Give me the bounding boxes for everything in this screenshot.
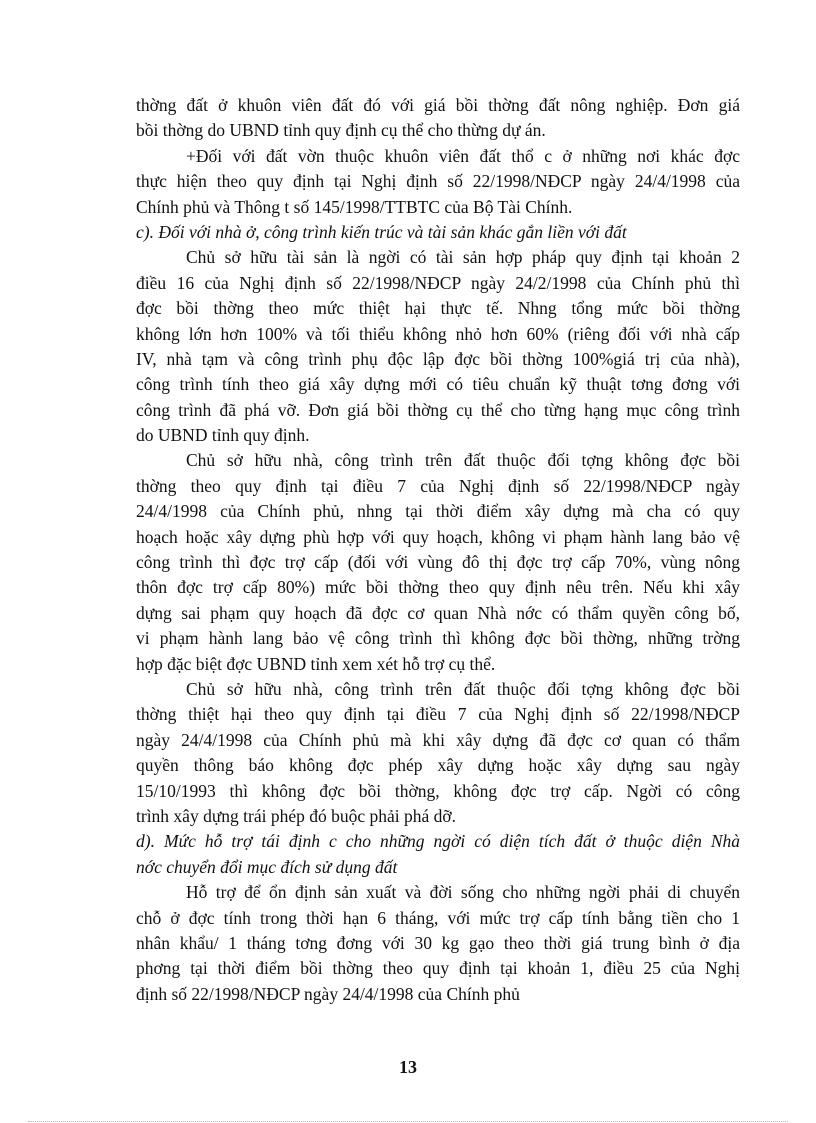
text-line: quyền thông báo không đợc phép xây dựng hoặc xây dựng sau ngày [136, 755, 740, 776]
text-line: chỗ ở đợc tính trong thời hạn 6 tháng, với mức trợ cấp tính bằng tiền cho 1 [136, 907, 740, 928]
text-line: bồi thờng do UBND tỉnh quy định cụ thể cho thừng dự án. [136, 120, 546, 141]
text-line: do UBND tỉnh quy định. [136, 425, 310, 446]
text-line: công trình tính theo giá xây dựng mới có tiêu chuẩn kỹ thuật tơng đơng với [136, 374, 740, 395]
text-line: IV, nhà tạm và công trình phụ độc lập đợc bồi thờng 100%giá trị của nhà), [136, 348, 740, 369]
text-line: Hỗ trợ để ổn định sản xuất và đời sống cho những ngời phải di chuyển [186, 882, 740, 903]
text-line: thờng theo quy định tại điều 7 của Nghị định số 22/1998/NĐCP ngày [136, 475, 740, 496]
text-line: vi phạm hành lang bảo vệ công trình thì không đợc bồi thờng, những trờng [136, 628, 740, 649]
text-line: +Đối với đất vờn thuộc khuôn viên đất thổ c ở những nơi khác đợc [186, 145, 740, 166]
text-line: nhân khẩu/ 1 tháng tơng đơng với 30 kg gạo theo thời giá trung bình ở địa [136, 932, 740, 953]
text-line: trình xây dựng trái phép đó buộc phải phá dỡ. [136, 805, 457, 826]
text-line: điều 16 của Nghị định số 22/1998/NĐCP ngày 24/2/1998 của Chính phủ thì [136, 272, 740, 293]
section-heading-line: nớc chuyển đổi mục đích sử dụng đất [136, 856, 398, 877]
text-line: công trình đã phá vỡ. Đơn giá bồi thờng cụ thể cho từng hạng mục công trình [136, 399, 740, 420]
body-text [136, 93, 740, 1007]
text-line: đợc bồi thờng theo mức thiệt hại thực tế. Nhng tổng mức bồi thờng [136, 298, 740, 319]
text-line: thôn đợc trợ cấp 80%) mức bồi thờng theo quy định nêu trên. Nếu khi xây [136, 577, 740, 598]
text-line: Chủ sở hữu nhà, công trình trên đất thuộc đối tợng không đợc bồi [186, 678, 740, 699]
text-line: phơng tại thời điểm bồi thờng theo quy định tại khoản 1, điều 25 của Nghị [136, 958, 740, 979]
text-line: thờng đất ở khuôn viên đất đó với giá bồi thờng đất nông nghiệp. Đơn giá [136, 95, 740, 115]
section-heading-line: c). Đối với nhà ở, công trình kiến trúc và tài sản khác gắn liền với đất [136, 221, 627, 242]
text-line: Chủ sở hữu nhà, công trình trên đất thuộc đối tợng không đợc bồi [186, 450, 740, 471]
section-heading-line: d). Mức hỗ trợ tái định c cho những ngời có diện tích đất ở thuộc diện Nhà [136, 831, 740, 852]
text-line: dựng sai phạm quy hoạch đã đợc cơ quan Nhà nớc có thẩm quyền công bố, [136, 602, 740, 623]
footer-divider [28, 1121, 788, 1122]
text-line: thực hiện theo quy định tại Nghị định số 22/1998/NĐCP ngày 24/4/1998 của [136, 171, 740, 192]
text-line: Chủ sở hữu tài sản là ngời có tài sản hợp pháp quy định tại khoản 2 [186, 247, 740, 268]
text-line: hợp đặc biệt đợc UBND tỉnh xem xét hỗ trợ cụ thể. [136, 653, 496, 674]
text-line: Chính phủ và Thông t số 145/1998/TTBTC của Bộ Tài Chính. [136, 196, 573, 217]
text-line: thờng thiệt hại theo quy định tại điều 7 của Nghị định số 22/1998/NĐCP [136, 704, 740, 725]
text-line: 24/4/1998 của Chính phủ, nhng tại thời điểm xây dựng mà cha có quy [136, 501, 740, 522]
text-line: không lớn hơn 100% và tối thiểu không nhỏ hơn 60% (riêng đối với nhà cấp [136, 323, 740, 344]
text-line: hoạch hoặc xây dựng phù hợp với quy hoạch, không vi phạm hành lang bảo vệ [136, 526, 740, 547]
text-line: định số 22/1998/NĐCP ngày 24/4/1998 của Chính phủ [136, 983, 520, 1004]
text-line: 15/10/1993 thì không đợc bồi thờng, không đợc trợ cấp. Ngời có công [136, 780, 740, 801]
text-line: ngày 24/4/1998 của Chính phủ mà khi xây dựng đã đợc cơ quan có thẩm [136, 729, 740, 750]
text-line: công trình thì đợc trợ cấp (đối với vùng đô thị đợc trợ cấp 70%, vùng nông [136, 552, 740, 573]
page-number: 13 [399, 1057, 417, 1077]
